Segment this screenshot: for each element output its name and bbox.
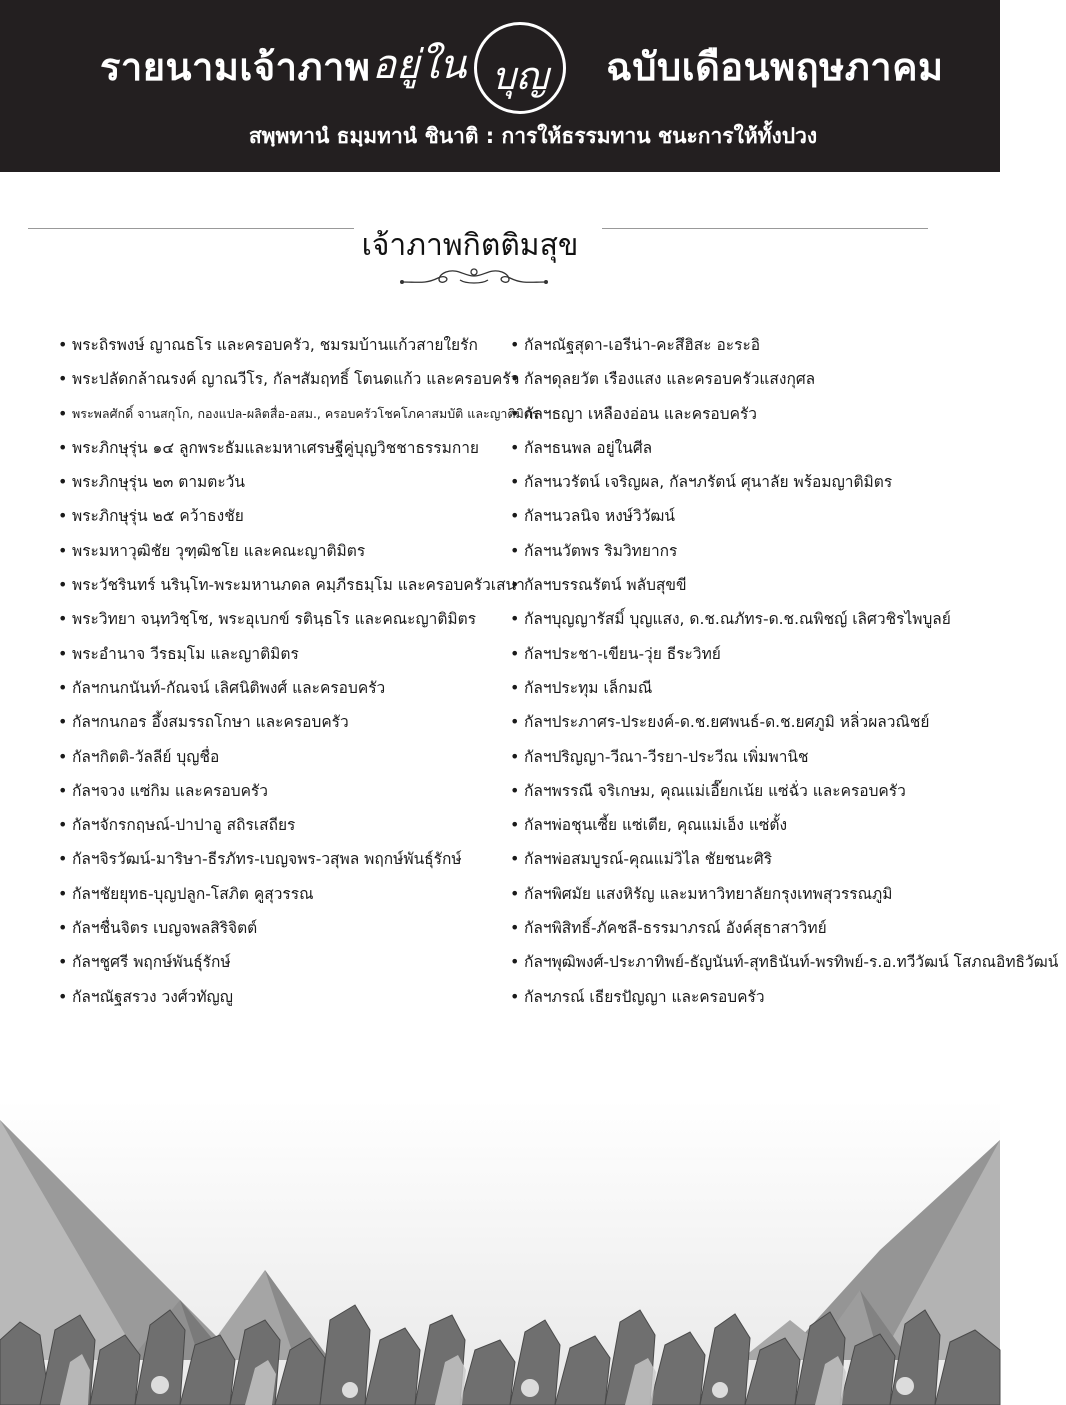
- list-item: • กัลฯประภาศร-ประยงค์-ด.ช.ยศพนธ์-ด.ช.ยศภูมิ หลิ่วผลวณิชย์: [510, 709, 980, 743]
- list-item: • กัลฯพรรณี จริเกษม, คุณแม่เอี๊ยกเน้ย แซ่ฉั่ว และครอบครัว: [510, 778, 980, 812]
- list-item: • กัลฯณัฐสุดา-เอรีน่า-คะสึฮิสะ อะระอิ: [510, 332, 980, 366]
- donor-list-right: [510, 332, 1059, 1018]
- list-item: • กัลฯภรณ์ เธียรปัญญา และครอบครัว: [510, 984, 980, 1018]
- list-item: • กัลฯนวัตพร ริมวิทยากร: [510, 538, 980, 572]
- list-item: • กัลฯพิศมัย แสงหิรัญ และมหาวิทยาลัยกรุงเทพสุวรรณภูมิ: [510, 881, 980, 915]
- list-item: • กัลฯจวง แซ่กิม และครอบครัว: [58, 778, 508, 812]
- list-item: • กัลฯปริญญา-วีณา-วีรยา-ประวีณ เพิ่มพานิช: [510, 744, 980, 778]
- logo-circle-text: บุญ: [491, 54, 549, 98]
- list-item: • กัลฯจักรกฤษณ์-ปาปาอู สถิรเสถียร: [58, 812, 508, 846]
- list-item: • พระภิกษุรุ่น ๑๔ ลูกพระธัมและมหาเศรษฐีคู่บุญวิชชาธรรมกาย: [58, 435, 508, 469]
- header-subtitle: สพฺพทานํ ธมฺมทานํ ชินาติ : การให้ธรรมทาน ชนะการให้ทั้งปวง: [248, 124, 818, 148]
- list-item: • กัลฯพ่อชุนเซี้ย แซ่เตีย, คุณแม่เอ็ง แซ่ตั้ง: [510, 812, 980, 846]
- list-item: • กัลฯธญา เหลืองอ่อน และครอบครัว: [510, 401, 980, 435]
- list-item: • กัลฯณัฐสรวง วงศ์วทัญญู: [58, 984, 508, 1018]
- list-item: • พระวัชรินทร์ นรินฺโท-พระมหานภดล คมฺภีรธมฺโม และครอบครัวเสนา: [58, 572, 508, 606]
- list-item: • กัลฯชูศรี พฤกษ์พันธุ์รักษ์: [58, 949, 508, 983]
- header-banner: [0, 0, 1000, 172]
- list-item: • กัลฯประทุม เล็กมณี: [510, 675, 980, 709]
- donor-list-left: [58, 332, 539, 1018]
- list-item: • พระพลศักดิ์ จานสกุโก, กองแปล-ผลิตสื่อ-อสม., ครอบครัวโชคโภคาสมบัติ และญาติมิตร: [58, 401, 508, 435]
- list-item: • กัลฯกิตติ-วัลลีย์ บุญชื่อ: [58, 744, 508, 778]
- list-item: • กัลฯธนพล อยู่ในศีล: [510, 435, 980, 469]
- list-item: • กัลฯนวลนิจ หงษ์วิวัฒน์: [510, 503, 980, 537]
- list-item: • กัลฯบรรณรัตน์ พลับสุขขี: [510, 572, 980, 606]
- ornament-flourish-icon: [398, 262, 550, 290]
- ayunaiboon-logo: [364, 18, 596, 118]
- header-title: รายนามเจ้าภาพ: [100, 45, 371, 89]
- list-item: • กัลฯประชา-เขียน-วุ่ย ธีระวิทย์: [510, 641, 980, 675]
- list-item: • พระวิทยา จนฺทวิชฺโช, พระอุเบกข์ รตินฺธโร และคณะญาติมิตร: [58, 606, 508, 640]
- list-item: • พระปลัดกล้าณรงค์ ญาณวีโร, กัลฯสัมฤทธิ์ โตนดแก้ว และครอบครัว: [58, 366, 508, 400]
- section-title: เจ้าภาพกิตติมสุข: [361, 228, 579, 263]
- list-item: • กัลฯพิสิทธิ์-ภัคชลี-ธรรมาภรณ์ อังค์สุธาสาวิทย์: [510, 915, 980, 949]
- list-item: • กัลฯพุฒิพงศ์-ประภาทิพย์-ธัญนันท์-สุทธินันท์-พรทิพย์-ร.อ.ทวีวัฒน์ โสภณอิทธิวัฒน์: [510, 949, 980, 983]
- list-item: • กัลฯชื่นจิตร เบญจพลสิริจิตต์: [58, 915, 508, 949]
- list-item: • กัลฯพ่อสมบูรณ์-คุณแม่วิไล ชัยชนะศิริ: [510, 846, 980, 880]
- issue-title: ฉบับเดือนพฤษภาคม: [606, 45, 944, 89]
- list-item: • กัลฯชัยยุทธ-บุญปลูก-โสภิต คูสุวรรณ: [58, 881, 508, 915]
- list-item: • กัลฯกนกนันท์-กัณจน์ เลิศนิติพงศ์ และครอบครัว: [58, 675, 508, 709]
- list-item: • พระภิกษุรุ่น ๒๕ คว้าธงชัย: [58, 503, 508, 537]
- list-item: • พระภิกษุรุ่น ๒๓ ตามตะวัน: [58, 469, 508, 503]
- logo-text: อยู่ใน: [372, 42, 467, 88]
- list-item: • กัลฯนวรัตน์ เจริญผล, กัลฯภรัตน์ ศุนาลัย พร้อมญาติมิตร: [510, 469, 980, 503]
- list-item: • พระอำนาจ วีรธมฺโม และญาติมิตร: [58, 641, 508, 675]
- list-item: • กัลฯกนกอร อึ้งสมรรถโกษา และครอบครัว: [58, 709, 508, 743]
- list-item: • กัลฯบุญญารัสมิ์ บุญแสง, ด.ช.ณภัทร-ด.ช.ณพิชญ์ เลิศวชิรไพบูลย์: [510, 606, 980, 640]
- list-item: • พระมหาวุฒิชัย วุฑฺฒิชโย และคณะญาติมิตร: [58, 538, 508, 572]
- list-item: • กัลฯดุลยวัต เรืองแสง และครอบครัวแสงกุศล: [510, 366, 980, 400]
- crystal-landscape-illustration: [0, 1100, 1000, 1405]
- list-item: • กัลฯจิรวัฒน์-มาริษา-ธีรภัทร-เบญจพร-วสุพล พฤกษ์พันธุ์รักษ์: [58, 846, 508, 880]
- list-item: • พระถิรพงษ์ ญาณธโร และครอบครัว, ชมรมบ้านแก้วสายใยรัก: [58, 332, 508, 366]
- logo-circle: [474, 22, 566, 114]
- divider-right: [602, 228, 928, 229]
